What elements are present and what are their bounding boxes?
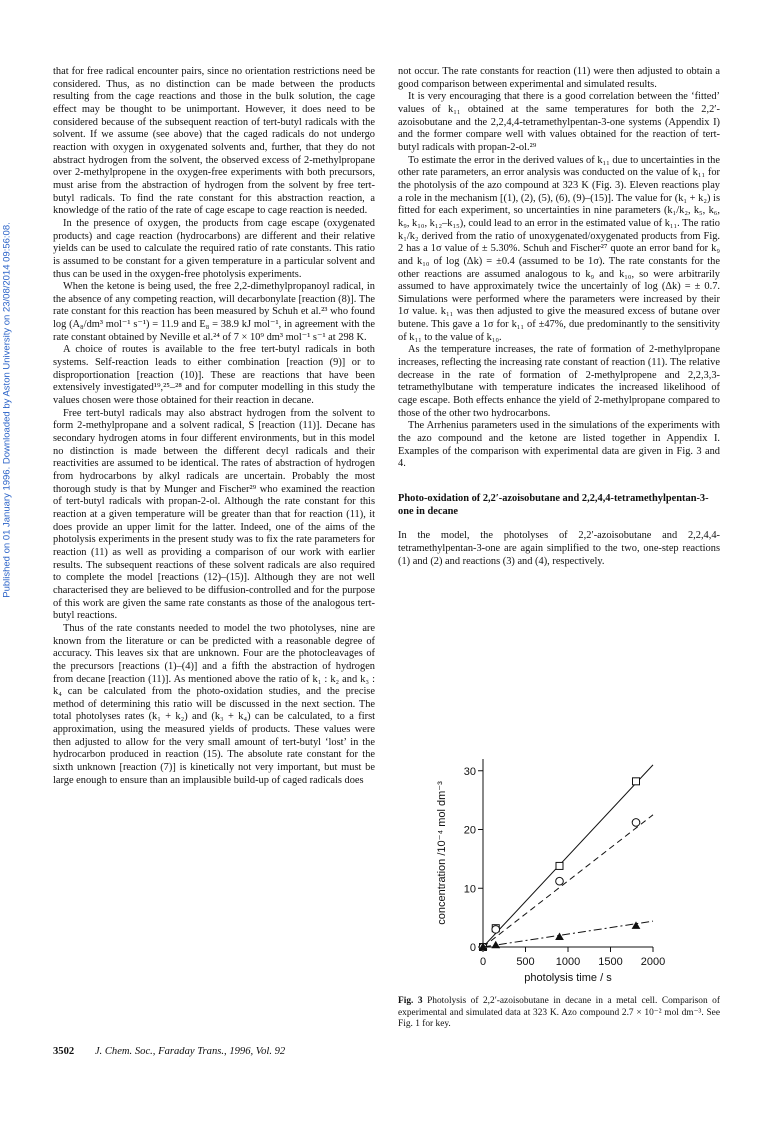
section-heading: Photo-oxidation of 2,2′-azoisobutane and 2,2,4,4-tetramethylpentan-3-one in decane	[398, 493, 709, 517]
series-square-line	[483, 765, 653, 947]
publication-sidebar	[0, 120, 16, 700]
concentration-time-chart	[398, 755, 720, 995]
series-circle-line	[483, 815, 653, 947]
paragraph: A choice of routes is available to the free tert-butyl radicals in both systems. Self-reaction leads to either combination [reaction (9)] or to disproportionation [reaction (10)]. These are reactions that have been extensively investigated¹⁹,²⁵–²⁸ and for computer modelling in this study the values chosen were those obtained for their reaction in decane.	[53, 344, 375, 407]
paragraph: It is very encouraging that there is a good correlation between the ‘fitted’ values of k₁₁ obtained at the same temperatures for both the 2,2′-azoisobutane and the 2,2,4,4-tetramethylpentan-3-one systems (Appendix I) and the former compare well with values obtained for the reaction of tert-butyl radicals with propan-2-ol.²⁹	[398, 91, 720, 153]
paragraph: The Arrhenius parameters used in the simulations of the experiments with the azo compound and the ketone are listed together in Appendix I. Examples of the comparison with experimental data are given in Fig. 3 and 4.	[398, 420, 720, 470]
right-column	[398, 66, 720, 568]
data-point-triangle	[633, 922, 640, 928]
data-point-square	[556, 862, 563, 869]
y-tick-label: 10	[463, 883, 476, 896]
data-point-circle	[556, 877, 564, 885]
x-tick-label: 0	[479, 956, 487, 968]
y-tick-label: 20	[463, 824, 476, 837]
paragraph: In the model, the photolyses of 2,2′-azoisobutane and 2,2,4,4-tetramethylpentan-3-one are again simplified to the two, one-step reactions (1) and (2) and reactions (3) and (4), respectively.	[398, 530, 720, 567]
paragraph: Thus of the rate constants needed to model the two photolyses, nine are known from the literature or can be predicted with a reasonable degree of accuracy. This leaves six that are unknown. Four are the photocleavages of the precursors [reactions (1)–(4)] and a fifth the abstraction of hydrogen from decane [reaction (11)]. As mentioned above the ratio of k₁ : k₂ and k₃ : k₄ can be calculated from the photo-oxidation studies, and the precise method of determining this ratio will be discussed in the next section. The total photolyses rates (k₁ + k₂) and (k₃ + k₄) can be calculated, to a first approximation, using the measured yields of products. These values were then adjusted to allow for the very small amount of tert-butyl ‘lost’ in the hydrocarbon produced in reaction (15). The absolute rate constant for the sixth unknown [reaction (7)] is kinetically not very important, but must be large enough to ensure than an implausible build-up of caged radicals does	[53, 622, 375, 786]
data-point-circle	[632, 819, 640, 827]
paragraph: that for free radical encounter pairs, since no orientation restrictions need be considered. Thus, as no distinction can be made between the products resulting from the cage reactions and those in the bulk solution, the cage effect may be thought to be unimportant. However, it does need to be considered because of the subsequent reaction of tert-butyl radicals with the solvent. If we assume (see above) that the caged radicals do not undergo reaction with oxygen in oxygenated solvents and, further, that they do not abstract hydrogen from the solvent, the observed excess of 2-methylpropane over 2-methylpropene in the oxygen-free experiments with both precursors, must arise from the abstraction of hydrogen from the solvent by free tert-butyl radicals. To find the rate constant for this abstraction reaction, a knowledge of the ratio of the rate of cage escape to cage reaction is needed.	[53, 66, 375, 217]
data-point-triangle	[492, 942, 499, 948]
y-tick-label: 30	[463, 765, 476, 778]
page-footer	[53, 1046, 285, 1057]
x-axis-label: photolysis time / s	[524, 972, 612, 984]
paragraph: As the temperature increases, the rate of formation of 2-methylpropane increases, reflecting the increasing rate constant of reaction (11). The relative decrease in the rate of formation of 2-methylpropene and 2,2,3,3-tetramethylbutane with temperature indicates the increased likelihood of cage escape. Both effects enhance the yield of 2-methylpropane compared to those of the other two hydrocarbons.	[398, 344, 720, 419]
paragraph: In the presence of oxygen, the products from cage escape (oxygenated products) and cage reaction (hydrocarbons) are different and their relative yields can be used to calculate the required ratio of rate constants. This ratio is assumed to be constant for a given temperature in a particular solvent and thus can be used in the oxygen-free photolysis experiments.	[53, 217, 375, 280]
data-point-square	[633, 778, 640, 785]
data-point-triangle	[556, 934, 563, 940]
data-point-circle	[492, 926, 500, 934]
journal-citation: J. Chem. Soc., Faraday Trans., 1996, Vol. 92	[94, 1046, 286, 1057]
caption-label: Fig. 3	[398, 996, 423, 1006]
paragraph: To estimate the error in the derived values of k₁₁ due to uncertainties in the other rate parameters, an error analysis was conducted on the value of k₁₁ for the photolysis of the azo compound at 323 K (Fig. 3). Eleven reactions play a role in the mechanism [(1), (2), (5), (6), (9)–(15)]. The value for (k₁ + k₂) is fitted for each experiment, so uncertainties in nine parameters (k₁/k₂, k₅, k₆, k₉, k₁₀, k₁₂–k₁₅), could lead to an error in the estimated value of k₁₁. The ratio k₁/k₂ derived from the ratio of unoxygenated/oxygenated products from Fig. 2 has a 1σ value of ± 5.30%. Schuh and Fischer²⁷ quote an error band for k₉ and k₁₀ of log (Δk) = ±0.4 (assumed to be 1σ). The rate constants for the other reactions are assumed analogous to k₉ and k₁₀, so were arbitrarily assumed to have approximately twice the uncertainly of log (Δk) = ± 0.7. Simulations were performed where the parameters were increased by their 1σ value. k₁₁ was then adjusted to give the measured excess of butane over butene. This gave a 1σ for k₁₁ of ±47%, due predominantly to the sensitivity of k₁₁ to the value of k₁₀.	[398, 154, 720, 343]
y-axis-label: concentration /10⁻⁴ mol dm⁻³	[436, 781, 448, 925]
figure-3	[398, 755, 720, 1025]
page-number: 3502	[53, 1046, 75, 1057]
x-tick-label: 2000	[640, 956, 666, 968]
y-tick-label: 0	[469, 942, 476, 954]
paragraph: Free tert-butyl radicals may also abstract hydrogen from the solvent to form 2-methylpropane and a solvent radical, S [reaction (11)]. Decane has secondary hydrogen atoms in four different environments, but in this model no distinction is made between the different decyl radicals and their reactivities are assumed to be identical. The rates of abstraction of hydrogen from hydrocarbons by alkyl radicals are uncertain. Probably the most thorough study is that by Munger and Fischer²⁹ who examined the reaction of tert-butyl radicals with propan-2-ol. Although the rate constant for this reaction at a given temperature will be greater than that for reaction (11), it does provide an upper limit for the latter. Indeed, one of the aims of the photolysis experiments in the present study was to fix the rate parameters for reaction (11) as well as providing a comparison of our work with earlier results. The subsequent reactions of these solvent radicals are also required to complete the model [reactions (12)–(15)]. Although they are not well characterised they are believed to be diffusion-controlled and for the purpose of this work are given the same rate constants as those of the analogous tert-butyl reactions.	[53, 407, 375, 622]
x-tick-label: 500	[516, 956, 535, 968]
paragraph: not occur. The rate constants for reaction (11) were then adjusted to obtain a good comparison between experimental and simulated results.	[398, 66, 720, 90]
series-triangle-line	[483, 921, 653, 947]
caption-text: Photolysis of 2,2′-azoisobutane in decane in a metal cell. Comparison of experimental and simulated data at 323 K. Azo compound 2.7 × 10⁻² mol dm⁻³. See Fig. 1 for key.	[398, 996, 720, 1029]
figure-caption	[398, 996, 720, 1031]
x-tick-label: 1500	[598, 956, 623, 968]
paragraph: When the ketone is being used, the free 2,2-dimethylpropanoyl radical, in the absence of any competing reaction, will decarbonylate [reaction (8)]. The rate constant for this reaction has been measured by Schuh et al.²³ who found log (A₈/dm³ mol⁻¹ s⁻¹) = 11.9 and E₈ = 38.9 kJ mol⁻¹, in agreement with the rate constant obtained by Neville et al.²⁴ of 7 × 10⁹ dm³ mol⁻¹ s⁻¹ at 298 K.	[53, 281, 375, 343]
left-column	[53, 66, 375, 787]
x-tick-label: 1000	[555, 956, 581, 968]
publication-notice: Published on 01 January 1996. Downloaded by Aston University on 23/08/2014 09:56:08.	[1, 222, 13, 598]
